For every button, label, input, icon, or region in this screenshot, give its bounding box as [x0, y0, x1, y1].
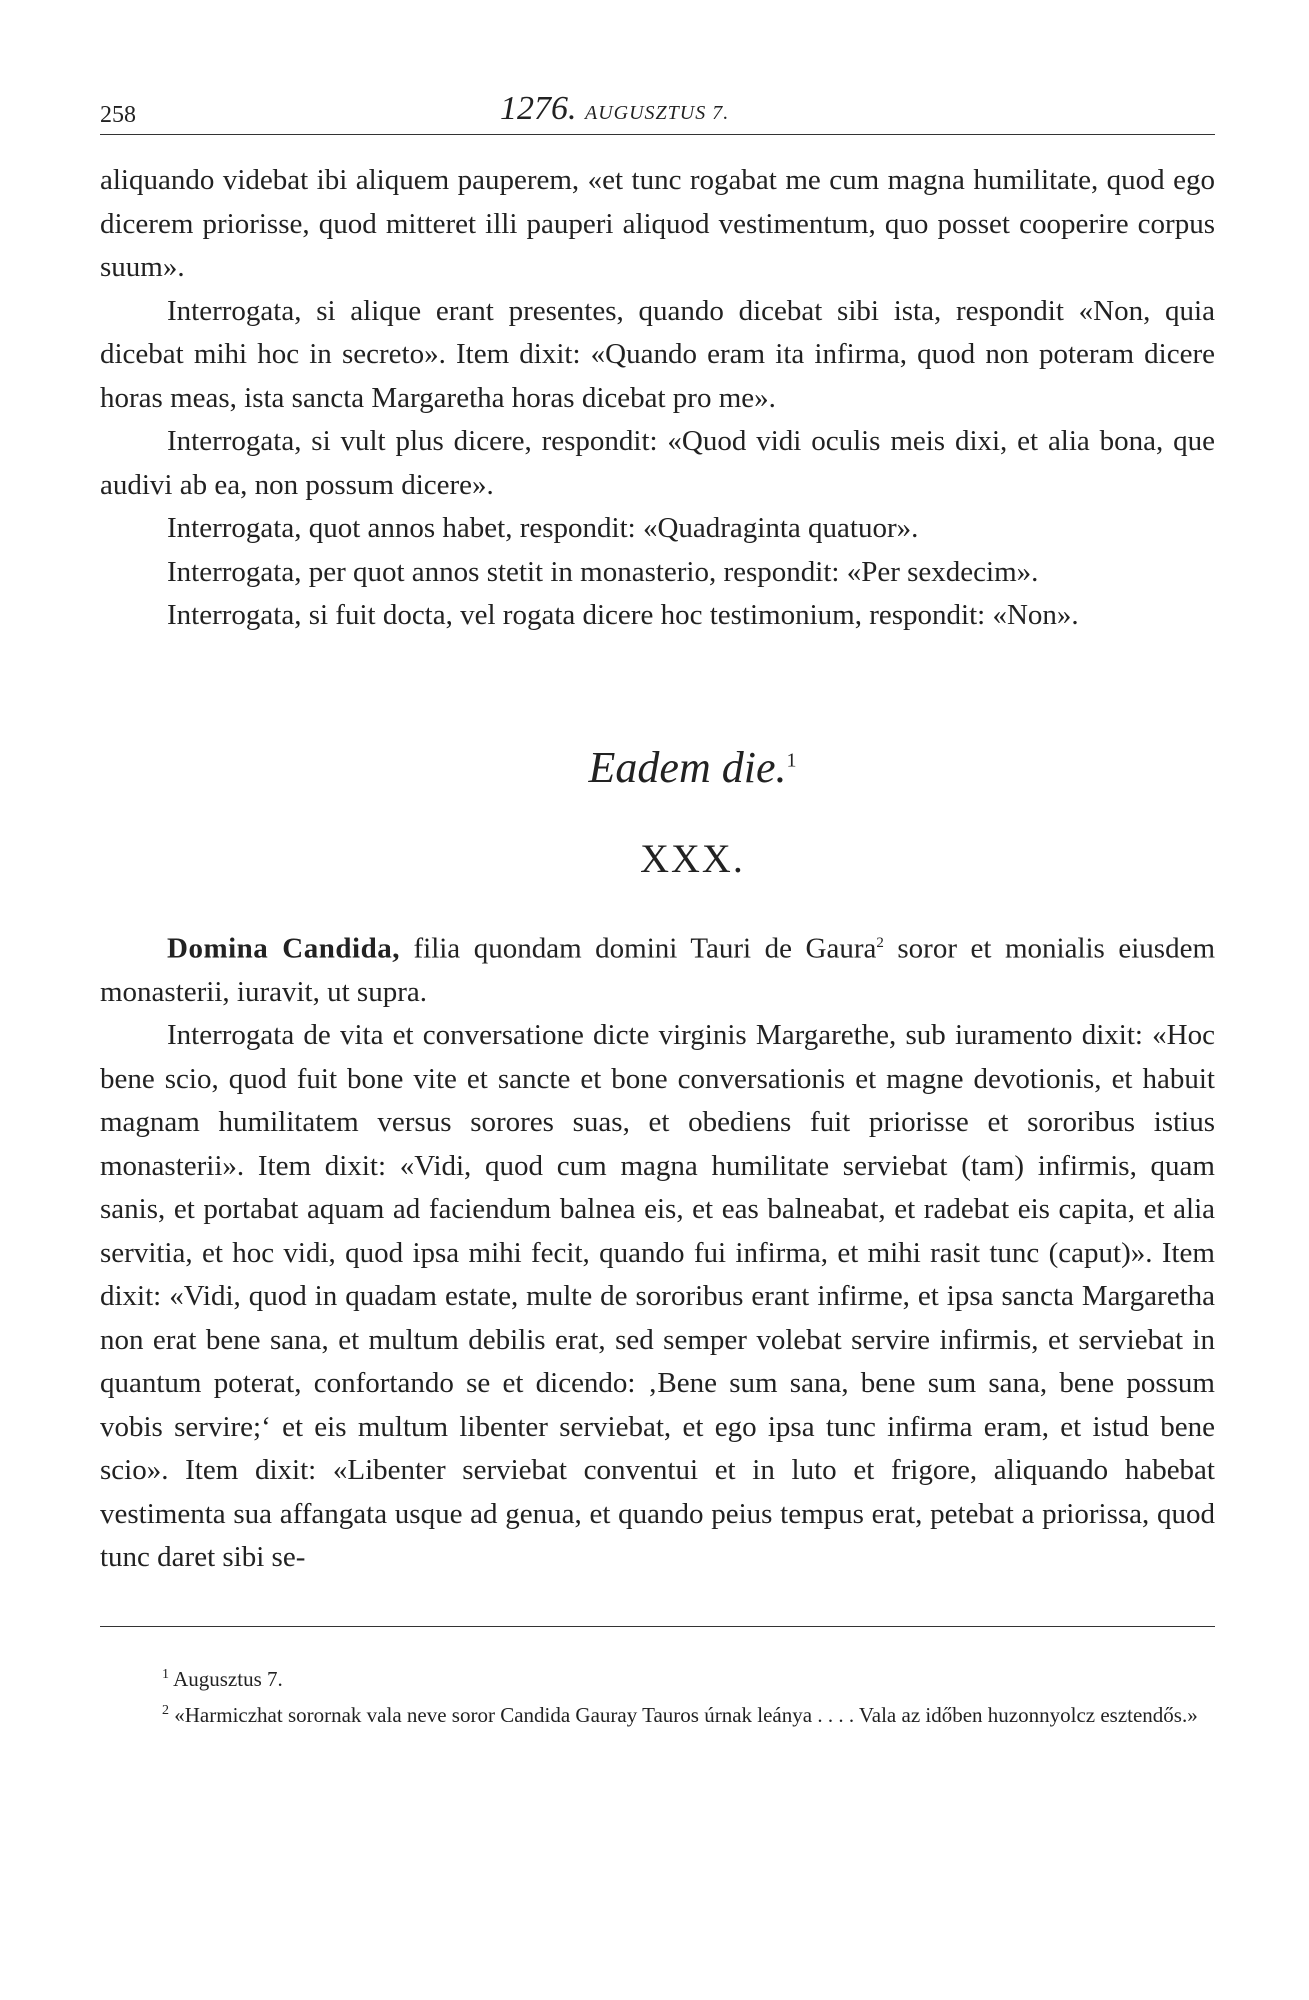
- footnote-mark: 1: [786, 748, 797, 771]
- intro-text-a: filia quondam domini Tauri de Gaura: [399, 932, 877, 965]
- page-number: 258: [100, 102, 136, 128]
- date-heading-text: Eadem die.: [588, 742, 787, 792]
- section-number: XXX.: [640, 835, 745, 881]
- document-page: [100, 90, 1215, 1731]
- footnote-mark: 2: [876, 934, 884, 951]
- page-header: [100, 90, 1215, 135]
- paragraph: Interrogata, si fuit docta, vel rogata dicere hoc testimonium, respondit: «Non».: [167, 599, 1079, 631]
- running-title-date: AUGUSZTUS 7.: [585, 102, 730, 124]
- paragraph: aliquando videbat ibi aliquem pauperem, «et tunc rogabat me cum magna humilitate, quod ego dicerem priorisse, quod mitteret illi pauperi aliquod vestimentum, quo posset cooperire corpus suum».: [100, 164, 1215, 283]
- footnote-text: «Harmiczhat sorornak vala neve soror Candida Gauray Tauros úrnak leánya . . . . Vala az időben huzonnyolcz esztendős.»: [169, 1702, 1198, 1727]
- footnote-number: 2: [162, 1702, 169, 1718]
- paragraph: Interrogata, per quot annos stetit in monasterio, respondit: «Per sexdecim».: [167, 555, 1039, 588]
- first-section: [100, 159, 1215, 638]
- paragraph: Interrogata, si alique erant presentes, quando dicebat sibi ista, respondit «Non, quia dicebat mihi hoc in secreto». Item dixit: «Quando eram ita infirma, quod non poteram dicere horas meas, ista sancta Margaretha horas dicebat pro me».: [100, 294, 1215, 414]
- paragraph: Interrogata, si vult plus dicere, respondit: «Quod vidi oculis meis dixi, et alia bona, que audivi ab ea, non possum dicere».: [100, 425, 1215, 501]
- date-heading: [170, 742, 1215, 793]
- footnote: [100, 1695, 1215, 1731]
- footnote-number: 1: [162, 1666, 169, 1682]
- witness-name: Domina Candida,: [167, 932, 400, 965]
- footnotes: [100, 1659, 1215, 1731]
- footnote-text: Augusztus 7.: [169, 1666, 283, 1691]
- paragraph: Interrogata, quot annos habet, respondit: «Quadraginta quatuor».: [167, 512, 919, 544]
- paragraph: Interrogata de vita et conversatione dicte virginis Margarethe, sub iuramento dixit: «Hoc bene scio, quod fuit bone vite et sancte et bone conversationis et magne devotionis, et habuit magnam humilitatem versus sorores suas, et obediens fuit priorisse et sororibus istius monasterii». Item dixit: «Vidi, quod cum magna humilitate serviebat (tam) infirmis, quam sanis, et portabat aquam ad faciendum balnea eis, et eas balneabat, et radebat eis capita, et alia servitia, et hoc vidi, quod ipsa mihi fecit, quando fui infirma, et mihi rasit tunc (caput)». Item dixit: «Vidi, quod in quadam estate, multe de sororibus erant infirme, et ipsa sancta Margaretha non erat bene sana, et multum debilis erat, sed semper volebat servire infirmis, et serviebat in quantum poterat, confortando se et dicendo: ‚Bene sum sana, bene sum sana, bene possum vobis servire;‘ et eis multum libenter serviebat, et ego ipsa tunc infirma eram, et istud bene scio». Item dixit: «Libenter serviebat conventui et in luto et frigore, aliquando habebat vestimenta sua affangata usque ad genua, et quando peius tempus erat, petebat a priorissa, quod tunc daret sibi se-: [100, 1019, 1215, 1574]
- footnote: [100, 1659, 1215, 1695]
- intro-paragraph: [100, 922, 1215, 1015]
- running-title-year: 1276.: [500, 90, 577, 127]
- running-title: [500, 90, 729, 128]
- intro-text-b: soror et monialis eiusdem monasterii, iuravit, ut supra.: [100, 932, 1216, 1008]
- footnote-divider: [100, 1626, 1215, 1627]
- second-section: [100, 922, 1215, 1580]
